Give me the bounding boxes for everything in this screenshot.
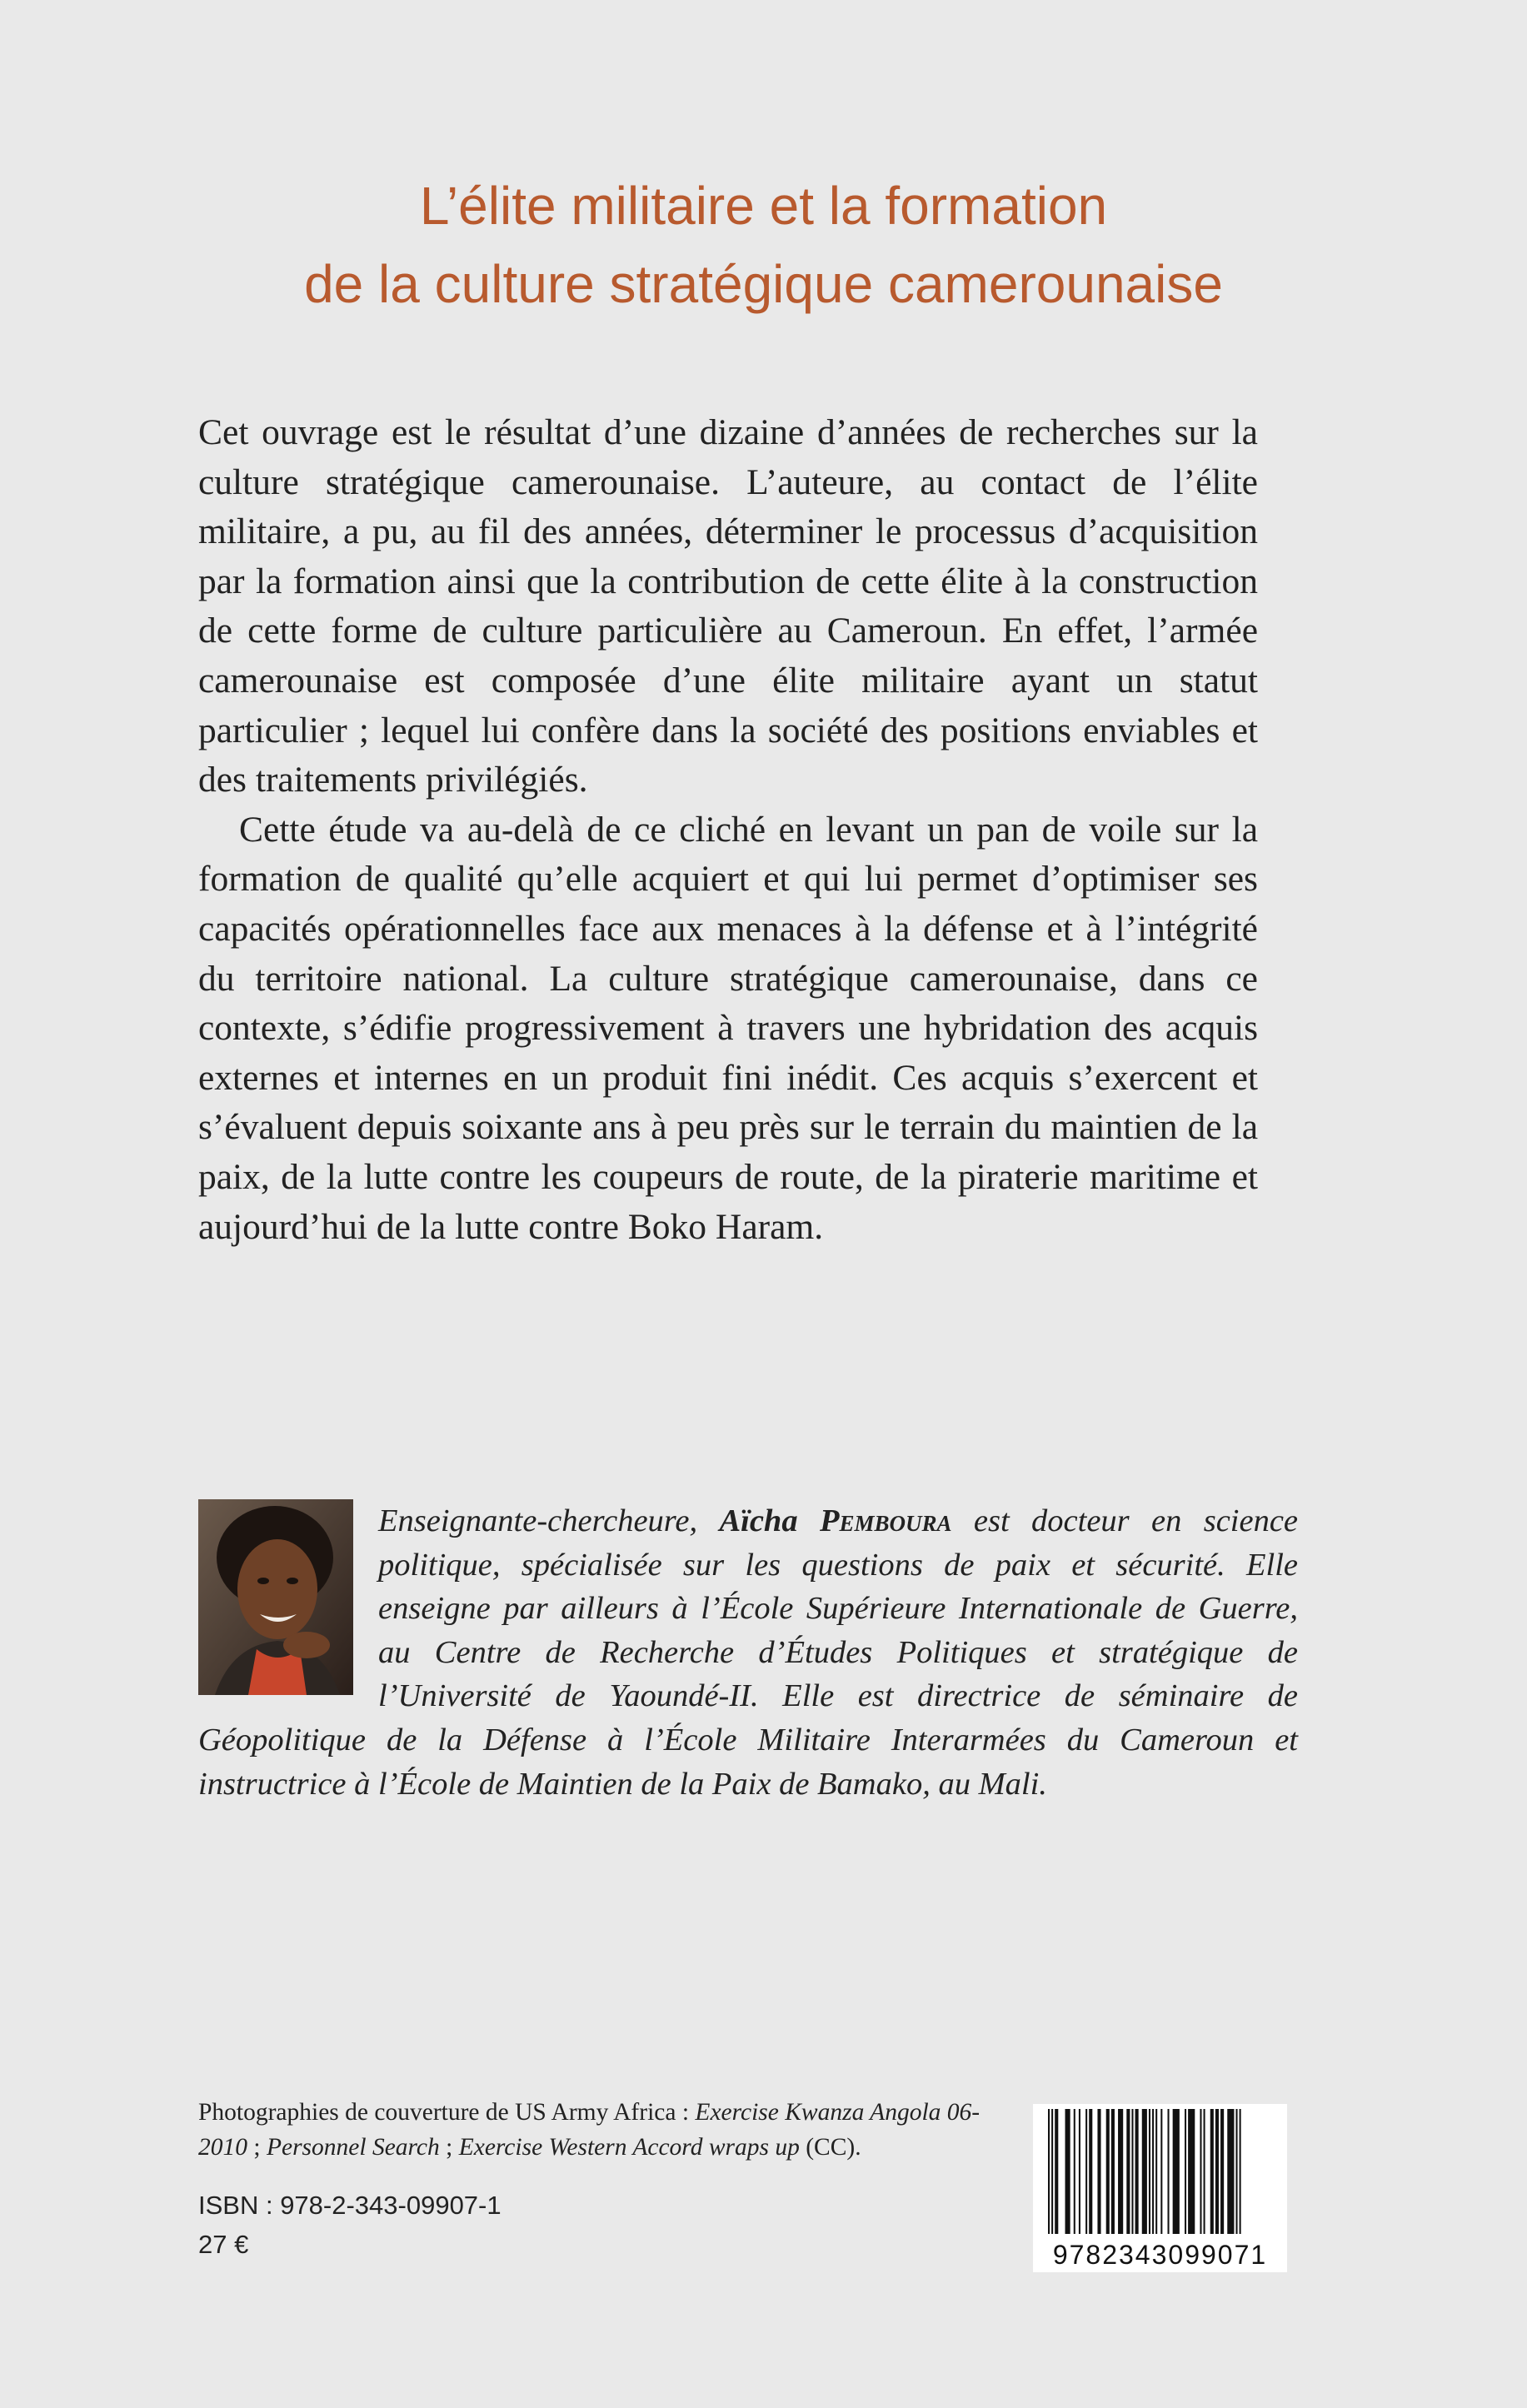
barcode-bar [1188,2109,1195,2234]
barcode-bar [1055,2109,1058,2234]
summary-paragraph-1: Cet ouvrage est le résultat d’une dizaine d’années de recherches sur la culture stratégique camerounaise. L’auteure, au contact de l’élite militaire, a pu, au fil des années, déterminer le processus d’acquisition par la formation ainsi que la contribution de cette élite à la construction de cette forme de culture particulière au Cameroun. En effet, l’armée camerounaise est composée d’une élite militaire ayant un statut particulier ; lequel lui confère dans la société des positions enviables et des traitements privilégiés. [198,412,1258,800]
barcode-bar [1215,2109,1219,2234]
barcode-bar [1236,2109,1238,2234]
barcode-bar [1135,2109,1139,2234]
barcode-bar [1131,2109,1133,2234]
barcode-bar [1097,2109,1100,2234]
barcode-bar [1048,2109,1050,2234]
barcode-bar [1168,2109,1170,2234]
title-line-2: de la culture stratégique camerounaise [304,254,1223,314]
barcode-bar [1149,2109,1150,2234]
barcode-bar [1204,2109,1205,2234]
credits-prefix: Photographies de couverture de US Army Africa : [198,2099,690,2126]
barcode-bar [1111,2109,1115,2234]
isbn: ISBN : 978-2-343-09907-1 [198,2191,502,2220]
barcode-bar [1089,2109,1092,2234]
barcode-bar [1160,2109,1162,2234]
title-line-1: L’élite militaire et la formation [419,176,1108,236]
barcode-bar [1240,2109,1241,2234]
author-first-name: Aïcha [719,1503,798,1538]
bio-intro: Enseignante-chercheure, [378,1503,698,1538]
barcode-bar [1079,2109,1080,2234]
barcode-bar [1185,2109,1186,2234]
barcode-bar [1051,2109,1053,2234]
credits-item-2: Personnel Search [266,2134,440,2161]
credits-sep-1: ; [247,2134,267,2161]
summary-paragraph-2: Cette étude va au-delà de ce cliché en levant un pan de voile sur la formation de qualité qu’elle acquiert et qui lui permet d’optimiser ses capacités opérationnelles face aux menaces à la défense et à l’intégrité du territoire national. La culture stratégique camerounaise, dans ce contexte, s’édifie progressivement à travers une hybridation des acquis externes et internes en un produit fini inédit. Ces acquis s’exercent et s’évaluent depuis soixante ans à peu près sur le terrain du maintien de la paix, de la lutte contre les coupeurs de route, de la piraterie maritime et aujourd’hui de la lutte contre Boko Haram. [198,809,1258,1247]
barcode-bar [1220,2109,1224,2234]
credits-suffix: (CC). [799,2134,861,2161]
credits-item-1: Exercise Kwanza Angola 06-2010 [198,2099,981,2161]
barcode-bar [1106,2109,1110,2234]
book-title [0,167,1527,323]
price: 27 € [198,2230,249,2259]
summary-text [198,408,1258,1252]
author-photo [198,1499,353,1695]
credits-item-3: Exercise Western Accord wraps up [458,2134,800,2161]
barcode-bar [1085,2109,1087,2234]
author-last-name: Pemboura [819,1503,952,1538]
barcode-bar [1142,2109,1147,2234]
credits-sep-2: ; [439,2134,459,2161]
barcode-bar [1065,2109,1070,2234]
barcode-bar [1155,2109,1157,2234]
barcode-bar [1118,2109,1123,2234]
author-photo-image [198,1499,353,1695]
barcode-digits: 9782343099071 [1033,2237,1287,2272]
barcode-bar [1210,2109,1214,2234]
author-bio [198,1499,1298,1806]
barcode-bar [1200,2109,1201,2234]
author-name [719,1503,951,1538]
barcode-bar [1074,2109,1075,2234]
barcode-bars [1033,2104,1287,2239]
barcode-bar [1126,2109,1130,2234]
barcode-bar [1227,2109,1234,2234]
bio-text: est docteur en science politique, spécialisée sur les questions de paix et sécurité. Elle enseigne par ailleurs à l’École Supérieure Internationale de Guerre, au Centre de Recherche d’Études Politiques et stratégique de l’Université de Yaoundé-II. Elle est directrice de séminaire de Géopolitique de la Défense à l’École Militaire Interarmées du Cameroun et instructrice à l’École de Maintien de la Paix de Bamako, au Mali. [198,1503,1299,1802]
barcode-bar [1152,2109,1154,2234]
barcode-bar [1173,2109,1180,2234]
photo-credits [198,2095,998,2165]
